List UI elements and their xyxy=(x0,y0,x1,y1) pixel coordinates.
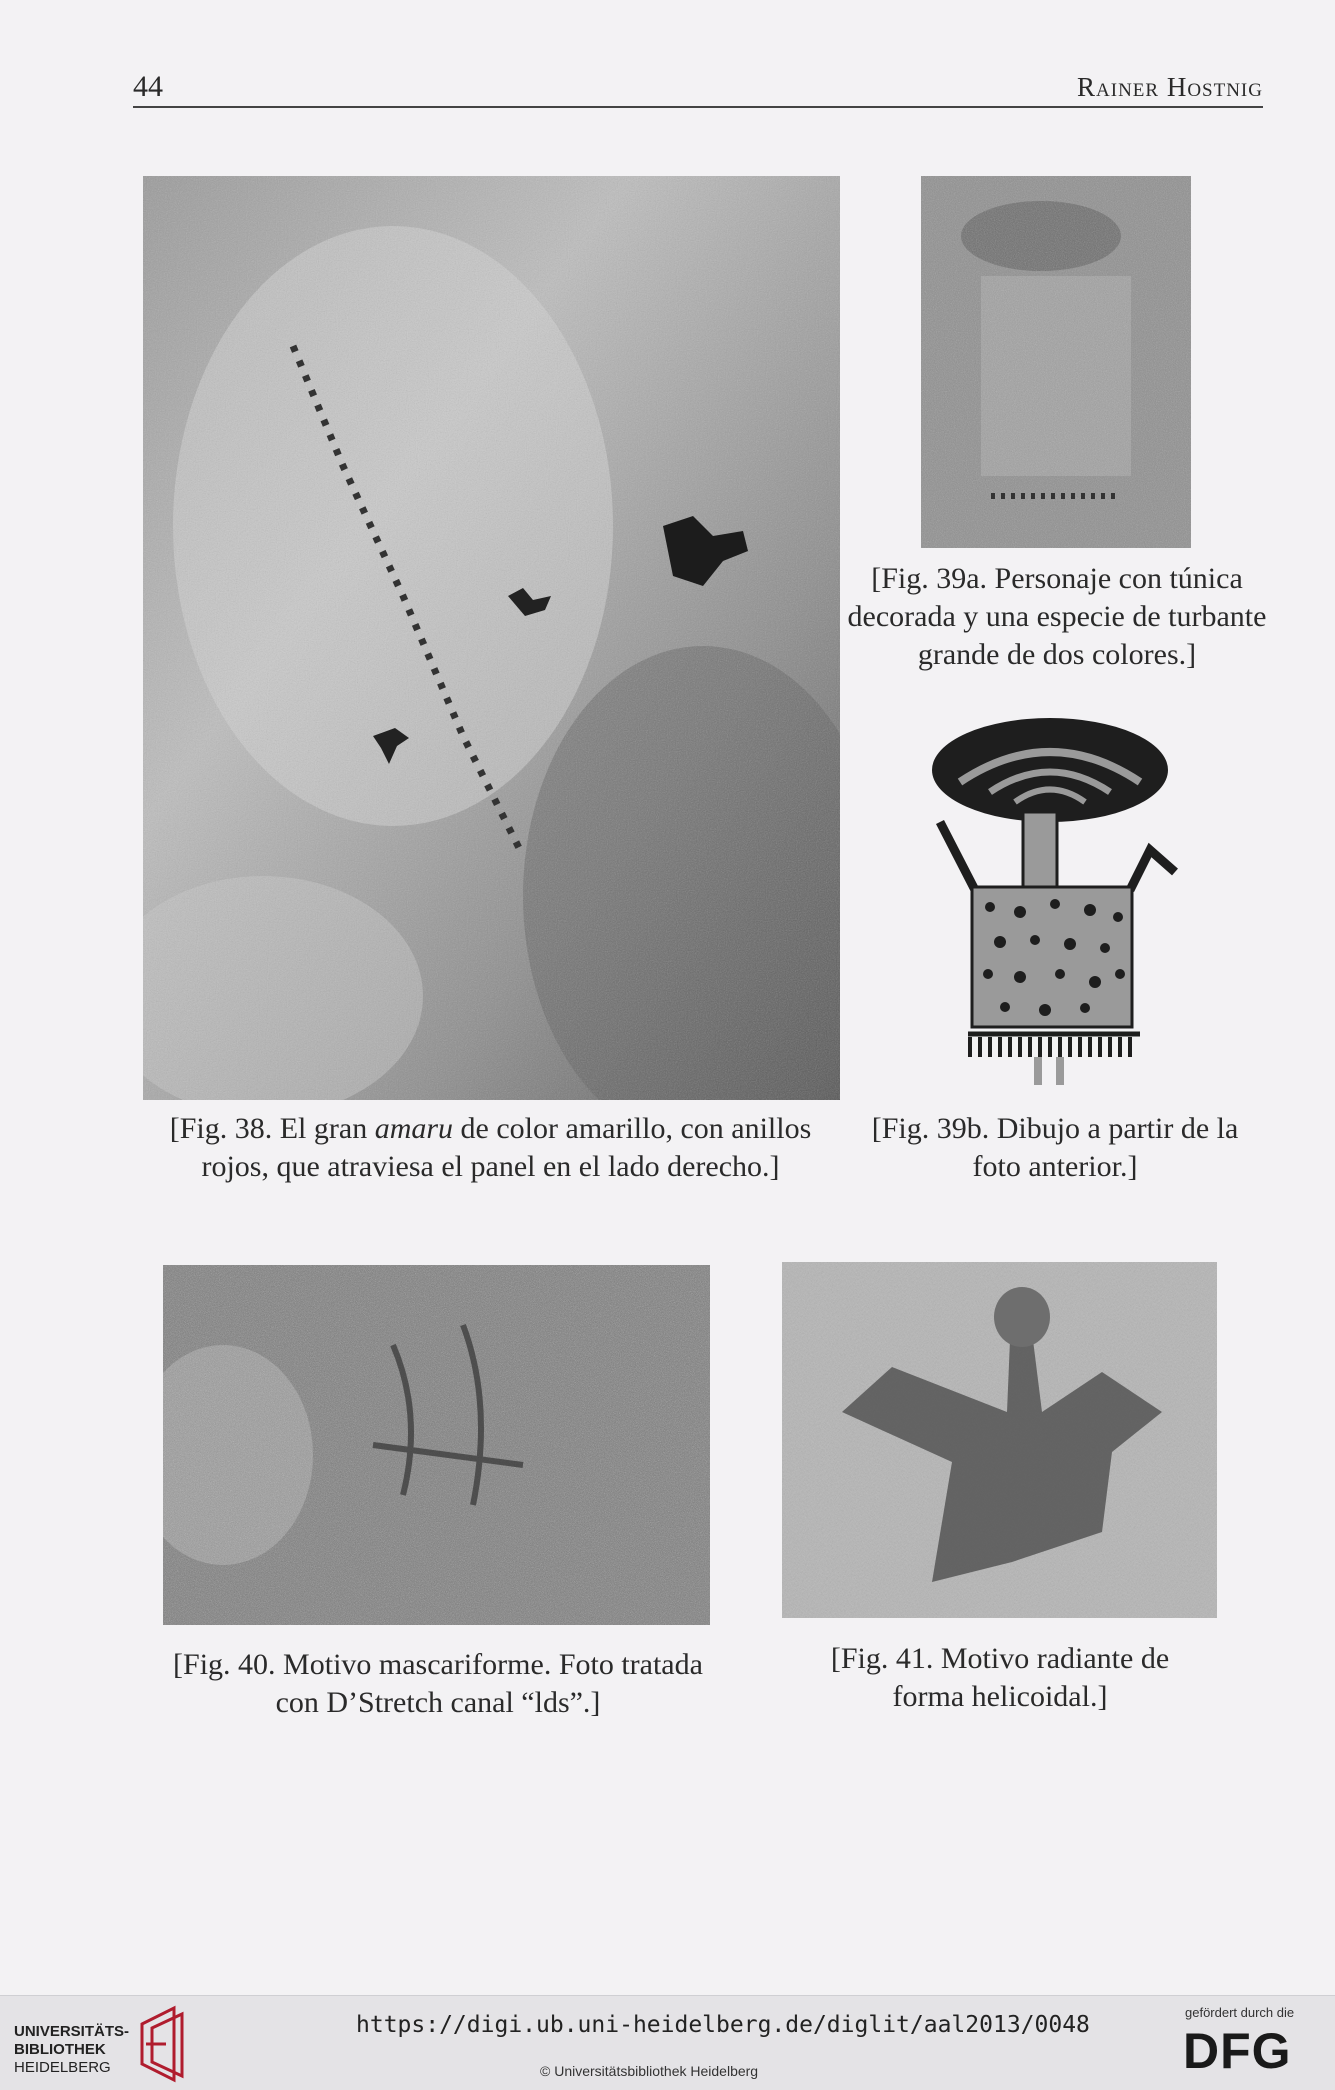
fig41-caption: [Fig. 41. Motivo radiante de forma helicoidal.] xyxy=(830,1642,1170,1713)
fig39b-drawing xyxy=(920,712,1200,1090)
library-logo-icon xyxy=(136,2004,188,2084)
dfg-logo: DFG xyxy=(1183,2023,1292,2079)
library-name-line3: HEIDELBERG xyxy=(14,2059,111,2076)
fig38-caption xyxy=(133,1110,848,1186)
fig38-caption-end: de color amarillo, con anillos rojos, que atraviesa el panel en el lado derecho.] xyxy=(201,1112,812,1183)
fig39a-photo xyxy=(921,176,1191,548)
library-name-line1: UNIVERSITÄTS- xyxy=(14,2023,130,2040)
page-number: 44 xyxy=(133,70,163,103)
fig38-photo xyxy=(143,176,840,1100)
running-head-author: Rainer Hostnig xyxy=(1077,72,1263,102)
funded-by-label: gefördert durch die xyxy=(1185,2005,1295,2020)
fig41-photo xyxy=(782,1262,1217,1618)
library-name-line2: BIBLIOTHEK xyxy=(14,2041,106,2058)
fig39a-caption: [Fig. 39a. Personaje con túnica decorada y una especie de turbante grande de dos colores.] xyxy=(847,562,1267,671)
copyright-notice: © Universitätsbibliothek Heidelberg xyxy=(540,2063,759,2079)
fig40-photo xyxy=(163,1265,710,1625)
fig38-caption-term: amaru xyxy=(374,1112,454,1145)
header-rule xyxy=(133,106,1263,108)
permalink-link[interactable]: https://digi.ub.uni-heidelberg.de/diglit/aal2013/0048 xyxy=(356,2012,1090,2038)
library-name xyxy=(14,2023,129,2077)
fig38-caption-start: [Fig. 38. El gran xyxy=(169,1112,375,1145)
fig39b-caption: [Fig. 39b. Dibujo a partir de la foto anterior.] xyxy=(871,1112,1239,1183)
fig40-caption: [Fig. 40. Motivo mascariforme. Foto tratada con D’Stretch canal “lds”.] xyxy=(173,1648,703,1719)
